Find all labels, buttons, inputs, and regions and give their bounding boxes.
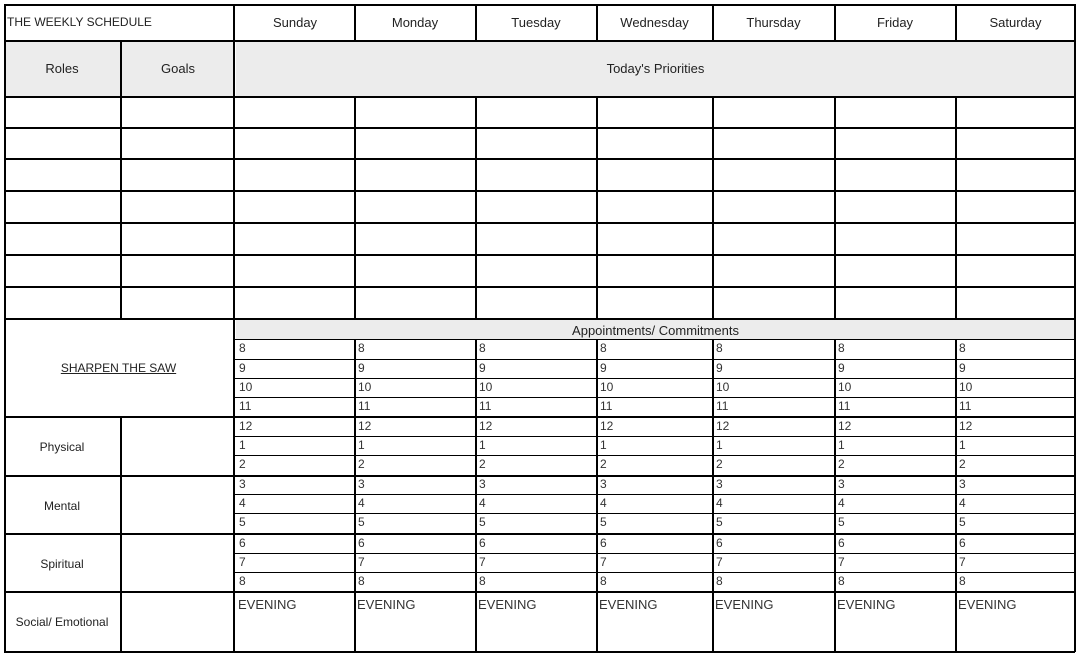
grid-line-horizontal	[235, 416, 1075, 418]
grid-line-horizontal	[235, 339, 1075, 340]
grid-line-vertical	[354, 4, 356, 41]
grid-line-horizontal	[235, 494, 1075, 495]
hour-label: 8	[959, 574, 966, 588]
hour-label: 8	[358, 341, 365, 355]
hour-label: 10	[239, 380, 253, 394]
grid-line-vertical	[1074, 4, 1076, 652]
hour-label: 9	[959, 361, 966, 375]
day-header: Thursday	[746, 14, 801, 30]
day-header: Wednesday	[620, 14, 689, 30]
hour-label: 12	[838, 419, 852, 433]
grid-line-vertical	[4, 4, 6, 652]
grid-line-horizontal	[4, 533, 235, 535]
goals-header: Goals	[122, 41, 234, 96]
hour-label: 6	[239, 536, 246, 550]
grid-line-horizontal	[4, 96, 1075, 98]
hour-label: 6	[358, 536, 365, 550]
hour-label: 7	[479, 555, 486, 569]
hour-label: 11	[716, 399, 729, 413]
hour-label: 2	[239, 457, 246, 471]
grid-line-vertical	[596, 340, 598, 652]
hour-label: 7	[716, 555, 723, 569]
grid-line-vertical	[712, 4, 714, 41]
hour-label: 8	[716, 341, 723, 355]
hour-label: 5	[838, 515, 845, 529]
hour-label: 10	[716, 380, 730, 394]
grid-line-horizontal	[235, 475, 1075, 477]
hour-label: 3	[479, 477, 486, 491]
grid-line-horizontal	[4, 127, 1075, 129]
grid-line-horizontal	[4, 190, 1075, 192]
hour-label: 4	[600, 496, 607, 510]
grid-line-vertical	[596, 4, 598, 41]
hour-label: 6	[600, 536, 607, 550]
hour-label: 9	[358, 361, 365, 375]
hour-label: 1	[838, 438, 845, 452]
hour-label: 7	[838, 555, 845, 569]
hour-label: 2	[358, 457, 365, 471]
hour-label: 11	[479, 399, 492, 413]
hour-label: 5	[716, 515, 723, 529]
evening-label: EVENING	[599, 597, 658, 612]
hour-label: 4	[479, 496, 486, 510]
hour-label: 8	[838, 341, 845, 355]
hour-label: 11	[959, 399, 972, 413]
hour-label: 11	[239, 399, 252, 413]
hour-label: 1	[716, 438, 723, 452]
hour-label: 12	[600, 419, 614, 433]
grid-line-horizontal	[4, 158, 1075, 160]
hour-label: 11	[358, 399, 371, 413]
hour-label: 3	[358, 477, 365, 491]
appointments-header: Appointments/ Commitments	[236, 320, 1075, 340]
hour-label: 8	[479, 341, 486, 355]
hour-label: 10	[358, 380, 372, 394]
hour-label: 8	[358, 574, 365, 588]
hour-label: 11	[838, 399, 851, 413]
evening-label: EVENING	[357, 597, 416, 612]
grid-line-vertical	[120, 40, 122, 320]
hour-label: 8	[239, 574, 246, 588]
hour-label: 7	[358, 555, 365, 569]
grid-line-horizontal	[4, 475, 235, 477]
sharpen-category-label: Physical	[39, 440, 85, 454]
hour-label: 8	[239, 341, 246, 355]
grid-line-horizontal	[235, 378, 1075, 379]
evening-label: EVENING	[238, 597, 297, 612]
hour-label: 3	[716, 477, 723, 491]
hour-label: 10	[600, 380, 614, 394]
grid-line-horizontal	[4, 591, 235, 593]
hour-label: 2	[838, 457, 845, 471]
hour-label: 4	[358, 496, 365, 510]
hour-label: 9	[716, 361, 723, 375]
hour-label: 12	[239, 419, 253, 433]
evening-label: EVENING	[837, 597, 896, 612]
hour-label: 3	[239, 477, 246, 491]
grid-line-horizontal	[4, 286, 1075, 288]
day-header: Tuesday	[511, 14, 561, 30]
hour-label: 5	[600, 515, 607, 529]
hour-label: 7	[239, 555, 246, 569]
grid-line-vertical	[475, 4, 477, 41]
grid-line-horizontal	[235, 533, 1075, 535]
grid-line-vertical	[955, 4, 957, 41]
grid-line-horizontal	[235, 359, 1075, 360]
sharpen-category-label: Spiritual	[40, 556, 84, 571]
day-header: Saturday	[989, 14, 1042, 30]
hour-label: 6	[959, 536, 966, 550]
grid-line-horizontal	[235, 436, 1075, 437]
sharpen-category-label: Mental	[43, 498, 81, 513]
todays-priorities-header: Today's Priorities	[236, 41, 1075, 96]
hour-label: 6	[838, 536, 845, 550]
grid-line-horizontal	[235, 513, 1075, 514]
hour-label: 10	[838, 380, 852, 394]
hour-label: 12	[358, 419, 372, 433]
hour-label: 7	[600, 555, 607, 569]
grid-line-horizontal	[235, 455, 1075, 456]
hour-label: 10	[479, 380, 493, 394]
day-header: Sunday	[272, 14, 318, 30]
hour-label: 9	[479, 361, 486, 375]
grid-line-vertical	[233, 4, 235, 652]
hour-label: 8	[838, 574, 845, 588]
hour-label: 4	[838, 496, 845, 510]
day-header: Friday	[876, 14, 914, 30]
hour-label: 4	[716, 496, 723, 510]
grid-line-vertical	[834, 4, 836, 41]
hour-label: 2	[959, 457, 966, 471]
hour-label: 8	[959, 341, 966, 355]
hour-label: 9	[838, 361, 845, 375]
hour-label: 5	[239, 515, 246, 529]
grid-line-vertical	[475, 340, 477, 652]
hour-label: 1	[959, 438, 966, 452]
hour-label: 2	[600, 457, 607, 471]
grid-line-horizontal	[4, 318, 1075, 320]
evening-label: EVENING	[958, 597, 1017, 612]
hour-label: 5	[358, 515, 365, 529]
hour-label: 6	[479, 536, 486, 550]
hour-label: 8	[716, 574, 723, 588]
hour-label: 12	[716, 419, 730, 433]
hour-label: 9	[239, 361, 246, 375]
hour-label: 7	[959, 555, 966, 569]
sheet-title: THE WEEKLY SCHEDULE	[7, 15, 152, 29]
hour-label: 2	[479, 457, 486, 471]
grid-line-horizontal	[4, 222, 1075, 224]
grid-line-horizontal	[235, 591, 1075, 593]
grid-line-horizontal	[4, 651, 1075, 653]
hour-label: 8	[600, 341, 607, 355]
hour-label: 2	[716, 457, 723, 471]
hour-label: 1	[358, 438, 365, 452]
hour-label: 9	[600, 361, 607, 375]
sharpen-category-label: Social/ Emotional	[15, 615, 109, 629]
grid-line-horizontal	[4, 4, 1075, 6]
grid-line-vertical	[834, 340, 836, 652]
grid-line-horizontal	[4, 254, 1075, 256]
roles-header: Roles	[4, 41, 120, 96]
hour-label: 6	[716, 536, 723, 550]
grid-line-horizontal	[235, 572, 1075, 573]
hour-label: 4	[959, 496, 966, 510]
hour-label: 11	[600, 399, 613, 413]
grid-line-horizontal	[4, 416, 235, 418]
sharpen-the-saw-label: SHARPEN THE SAW	[60, 361, 177, 375]
hour-label: 3	[838, 477, 845, 491]
grid-line-vertical	[354, 340, 356, 652]
hour-label: 1	[600, 438, 607, 452]
hour-label: 3	[600, 477, 607, 491]
hour-label: 1	[239, 438, 246, 452]
evening-label: EVENING	[715, 597, 774, 612]
grid-line-vertical	[712, 340, 714, 652]
grid-line-horizontal	[235, 553, 1075, 554]
hour-label: 8	[600, 574, 607, 588]
hour-label: 8	[479, 574, 486, 588]
hour-label: 10	[959, 380, 973, 394]
hour-label: 4	[239, 496, 246, 510]
hour-label: 12	[479, 419, 493, 433]
evening-label: EVENING	[478, 597, 537, 612]
hour-label: 5	[959, 515, 966, 529]
hour-label: 3	[959, 477, 966, 491]
hour-label: 12	[959, 419, 973, 433]
hour-label: 5	[479, 515, 486, 529]
day-header: Monday	[391, 14, 439, 30]
grid-line-horizontal	[4, 40, 1075, 42]
grid-line-horizontal	[235, 397, 1075, 398]
hour-label: 1	[479, 438, 486, 452]
grid-line-vertical	[955, 340, 957, 652]
